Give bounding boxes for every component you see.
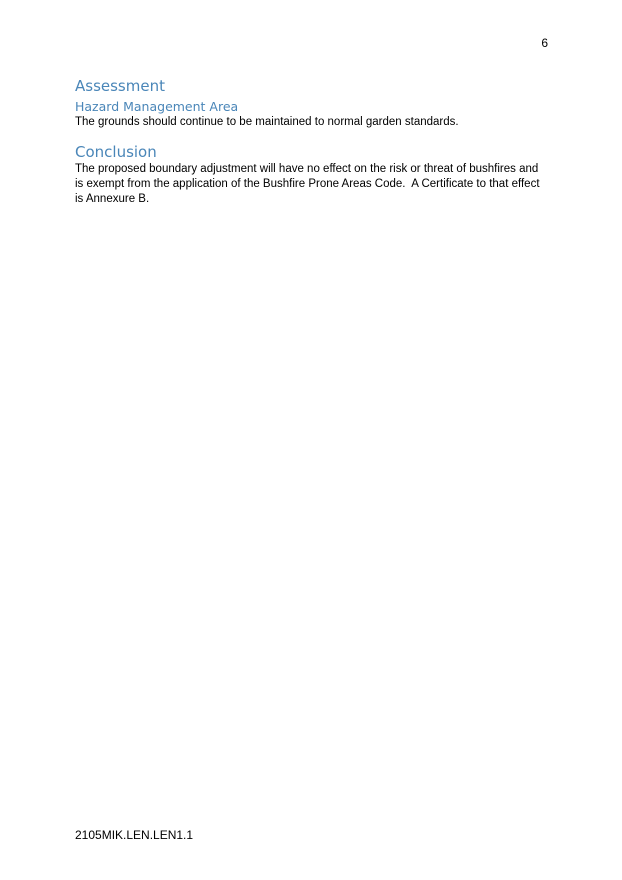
- document-body: [75, 76, 550, 207]
- conclusion-line: is exempt from the application of the Bushfire Prone Areas Code. A Certificate to that effect: [75, 178, 540, 190]
- assessment-paragraph: The grounds should continue to be maintained to normal garden standards.: [75, 116, 459, 128]
- hazard-management-area-subheading: Hazard Management Area: [75, 99, 239, 114]
- conclusion-line: The proposed boundary adjustment will have no effect on the risk or threat of bushfires and: [75, 163, 539, 175]
- page-number: 6: [541, 36, 548, 50]
- conclusion-paragraph: [75, 162, 550, 207]
- conclusion-heading: Conclusion: [75, 143, 157, 161]
- conclusion-line: is Annexure B.: [75, 193, 150, 205]
- assessment-heading: Assessment: [75, 77, 165, 95]
- footer-reference: 2105MIK.LEN.LEN1.1: [75, 828, 194, 842]
